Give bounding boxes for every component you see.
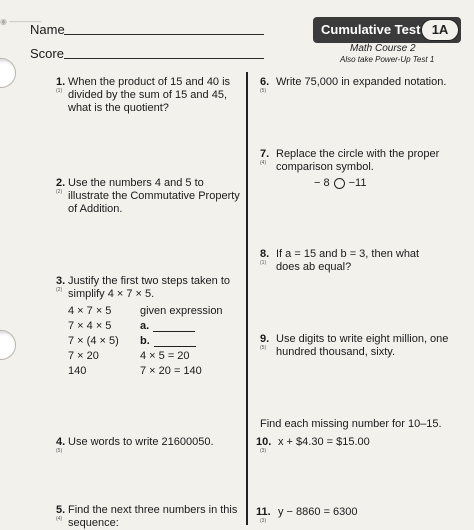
- problem-number: 2.: [56, 177, 66, 189]
- problem-text-line: what is the quotient?: [68, 102, 169, 114]
- compare-left: − 8: [314, 177, 330, 189]
- course-name: Math Course 2: [350, 43, 416, 54]
- problem-text-line: divided by the sum of 15 and 45,: [68, 89, 227, 101]
- lesson-ref: (5): [260, 345, 267, 351]
- step-calculation: 7 × 20 = 140: [140, 365, 202, 377]
- comparison-expression: [314, 177, 366, 189]
- name-label: Name: [30, 22, 65, 37]
- step-label-a: a.: [140, 320, 195, 332]
- problem-number: 1.: [56, 76, 66, 88]
- problem-text-line: illustrate the Commutative Property: [68, 190, 240, 202]
- problem-number: 9.: [260, 333, 270, 345]
- lesson-ref: (3): [260, 448, 267, 454]
- problem-number: 8.: [260, 248, 270, 260]
- problem-text-line: hundred thousand, sixty.: [276, 346, 396, 358]
- lesson-ref: (4): [260, 160, 267, 166]
- name-line[interactable]: [64, 34, 264, 35]
- lesson-ref: (1): [56, 88, 63, 94]
- score-label: Score: [30, 46, 64, 61]
- compare-right: −11: [348, 177, 367, 189]
- problem-text-line: Use the numbers 4 and 5 to: [68, 177, 204, 189]
- problem-text-line: If a = 15 and b = 3, then what: [276, 248, 420, 260]
- step-reason: given expression: [140, 305, 223, 317]
- lesson-ref: (5): [56, 448, 63, 454]
- lesson-ref: (5): [260, 88, 267, 94]
- page-number-mark: ◉ ————: [0, 17, 42, 26]
- problem-number: 7.: [260, 148, 270, 160]
- problem-number: 6.: [260, 76, 270, 88]
- score-line[interactable]: [64, 58, 264, 59]
- step-label-b: b.: [140, 335, 196, 347]
- lesson-ref: (2): [56, 287, 63, 293]
- problem-text-line: Use words to write 21600050.: [68, 436, 214, 448]
- lesson-ref: (4): [56, 516, 63, 522]
- step-expression: 4 × 7 × 5: [68, 305, 112, 317]
- binder-hole: [0, 330, 16, 360]
- problem-number: 11.: [256, 506, 271, 518]
- binder-hole: [0, 58, 16, 88]
- lesson-ref: (3): [260, 518, 267, 524]
- lesson-ref: (2): [56, 189, 63, 195]
- step-calculation: 4 × 5 = 20: [140, 350, 190, 362]
- problem-text-line: Write 75,000 in expanded notation.: [276, 76, 447, 88]
- step-expression: 7 × 20: [68, 350, 99, 362]
- lesson-ref: (1): [260, 260, 267, 266]
- problem-text-line: Justify the first two steps taken to: [68, 275, 231, 287]
- step-expression: 140: [68, 365, 87, 377]
- problem-text-line: Find the next three numbers in this: [68, 504, 238, 516]
- step-expression: 7 × 4 × 5: [68, 320, 112, 332]
- test-badge: [313, 17, 461, 43]
- problem-text-line: x + $4.30 = $15.00: [278, 436, 370, 448]
- test-number: 1A: [421, 19, 459, 41]
- test-title: Cumulative Test: [321, 22, 421, 37]
- problem-text-line: sequence:: [68, 517, 119, 529]
- problem-text-line: simplify 4 × 7 × 5.: [68, 288, 155, 300]
- also-take-note: Also take Power-Up Test 1: [340, 55, 435, 64]
- problem-number: 3.: [56, 275, 66, 287]
- answer-blank-b[interactable]: [154, 336, 196, 347]
- problem-text-line: y − 8860 = 6300: [278, 506, 358, 518]
- problem-number: 5.: [56, 504, 66, 516]
- problem-text-line: does ab equal?: [276, 261, 352, 273]
- answer-blank-a[interactable]: [153, 321, 195, 332]
- section-instruction: Find each missing number for 10–15.: [260, 418, 442, 430]
- comparison-circle[interactable]: [334, 178, 345, 189]
- problem-text-line: comparison symbol.: [276, 161, 374, 173]
- problem-text-line: of Addition.: [68, 203, 123, 215]
- step-expression: 7 × (4 × 5): [68, 335, 119, 347]
- problem-number: 10.: [256, 436, 272, 448]
- problem-text-line: When the product of 15 and 40 is: [68, 76, 231, 88]
- problem-text-line: Use digits to write eight million, one: [276, 333, 449, 345]
- column-divider: [246, 72, 248, 525]
- problem-text-line: Replace the circle with the proper: [276, 148, 440, 160]
- problem-number: 4.: [56, 436, 66, 448]
